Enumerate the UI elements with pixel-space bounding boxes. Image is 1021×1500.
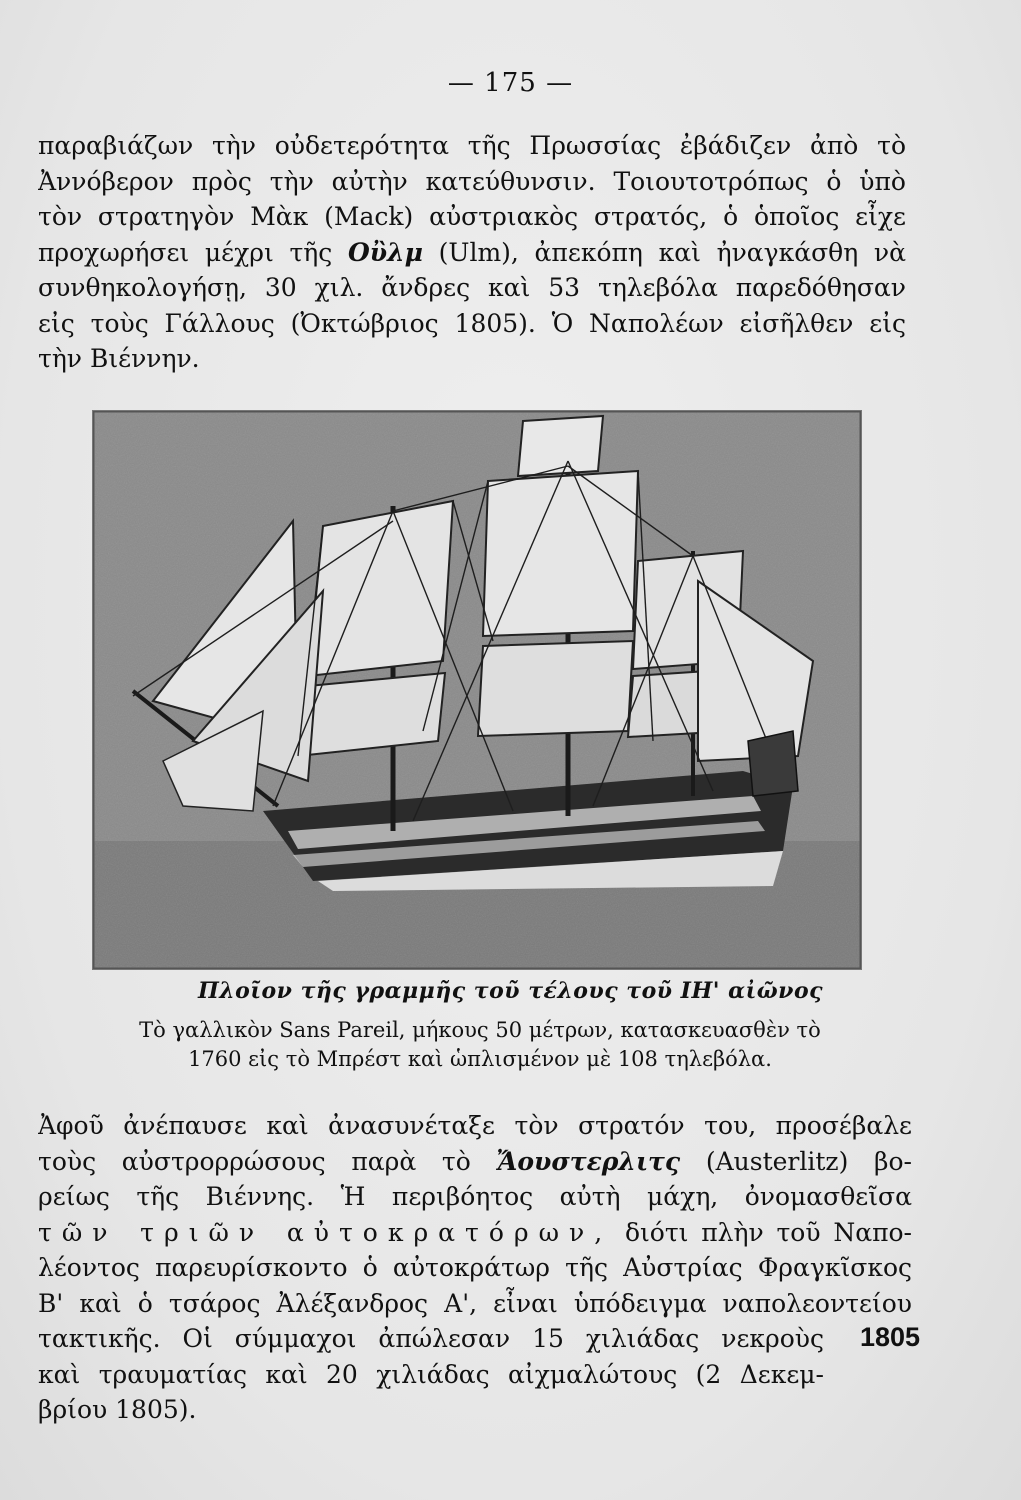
text-line: Ἀφοῦ ἀνέπαυσε καὶ ἀνασυνέταξε τὸν στρατόν του, προσέβαλε bbox=[38, 1111, 912, 1140]
text-line: καὶ τραυματίας καὶ 20 χιλιάδας αἰχμαλώτους (2 Δεκεμ- bbox=[38, 1359, 824, 1389]
page-number: — 175 — bbox=[447, 68, 574, 98]
text-line: συνθηκολογήσῃ, 30 χιλ. ἄνδρες καὶ 53 τηλεβόλα παρεδόθησαν bbox=[38, 273, 906, 302]
text-line-ulm bbox=[38, 235, 906, 271]
text-line: τὸν στρατηγὸν Μὰκ (Mack) αὐστριακὸς στρατός, ὁ ὁποῖος εἶχε bbox=[38, 202, 906, 231]
text-line-austerlitz bbox=[38, 1144, 912, 1180]
text-fragment: προχωρήσει μέχρι τῆς bbox=[38, 237, 333, 267]
text-line: Β' καὶ ὁ τσάρος Ἀλέξανδρος Α', εἶναι ὑπόδειγμα ναπολεοντείου bbox=[38, 1288, 912, 1318]
text-line: τὴν Βιέννην. bbox=[38, 344, 200, 373]
text-line: λέοντος παρευρίσκοντο ὁ αὐτοκράτωρ τῆς Αὐστρίας Φραγκῖσκος bbox=[38, 1253, 912, 1282]
place-name-ulm: Οὒλμ bbox=[347, 237, 423, 267]
figure-caption-text bbox=[90, 1016, 870, 1074]
figure-caption-title: Πλοῖον τῆς γραμμῆς τοῦ τέλους τοῦ ΙΗ' αἰῶνος bbox=[197, 978, 824, 1004]
place-name-austerlitz: Ἄουστερλιτς bbox=[496, 1146, 681, 1176]
ship-illustration bbox=[92, 410, 862, 970]
text-fragment: (Austerlitz) βο- bbox=[705, 1146, 912, 1176]
text-line: παραβιάζων τὴν οὐδετερότητα τῆς Πρωσσίας ἐβάδιζεν ἀπὸ τὸ bbox=[38, 131, 906, 160]
text-line: Ἀννόβερον πρὸς τὴν αὐτὴν κατεύθυνσιν. Τοιουτοτρόπως ὁ ὑπὸ bbox=[38, 166, 906, 196]
text-fragment: τοὺς αὐστρορρώσους παρὰ τὸ bbox=[38, 1146, 471, 1176]
text-line: ρείως τῆς Βιέννης. Ἡ περιβόητος αὐτὴ μάχη, ὀνομασθεῖσα bbox=[38, 1182, 912, 1211]
text-line: βρίου 1805). bbox=[38, 1395, 197, 1424]
text-line: τακτικῆς. Οἱ σύμμαχοι ἀπώλεσαν 15 χιλιάδας νεκροὺς bbox=[38, 1324, 824, 1353]
caption-line: Τὸ γαλλικὸν Sans Pareil, μήκους 50 μέτρων, κατασκευασθὲν τὸ bbox=[139, 1018, 821, 1042]
battle-name-spaced: τῶν τριῶν αὐτοκρατόρων, bbox=[38, 1217, 613, 1247]
text-line-emperors bbox=[38, 1215, 912, 1251]
caption-line: 1760 εἰς τὸ Μπρέστ καὶ ὡπλισμένον μὲ 108 τηλεβόλα. bbox=[188, 1047, 772, 1071]
paragraph-napoleon-ulm bbox=[38, 128, 906, 377]
text-fragment: (Ulm), ἀπεκόπη καὶ ἠναγκάσθη νὰ bbox=[438, 237, 906, 267]
text-line: εἰς τοὺς Γάλλους (Ὀκτώβριος 1805). Ὁ Ναπολέων εἰσῆλθεν εἰς bbox=[38, 308, 906, 338]
margin-year-note: 1805 bbox=[860, 1322, 921, 1352]
text-fragment: διότι πλὴν τοῦ Ναπο- bbox=[624, 1217, 912, 1247]
paragraph-austerlitz bbox=[38, 1108, 912, 1428]
